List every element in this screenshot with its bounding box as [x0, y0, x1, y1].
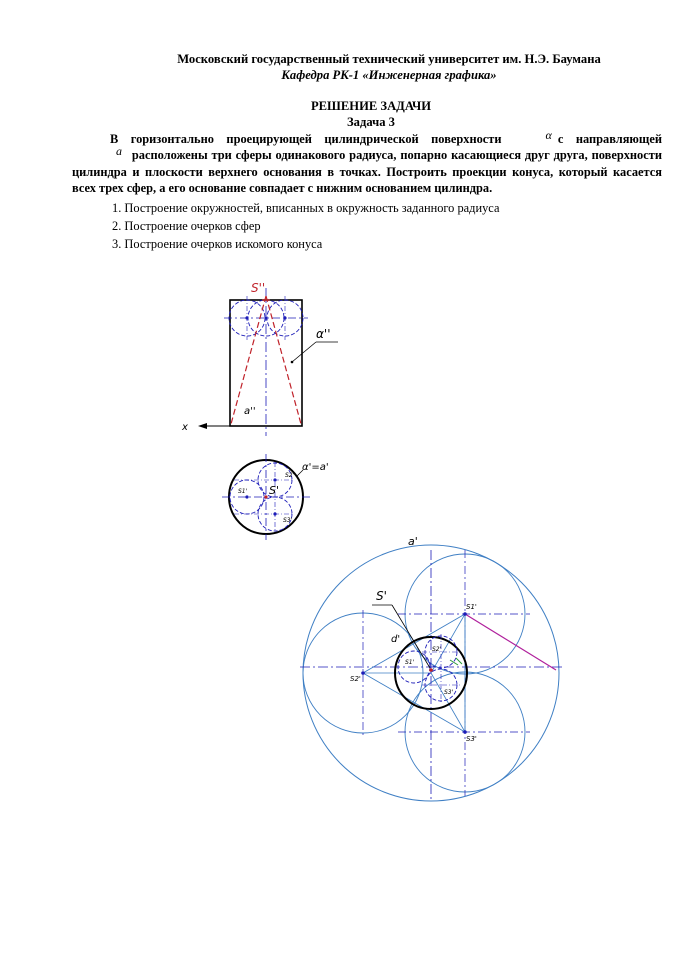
surface-symbol: α	[545, 128, 552, 142]
step-item: 2. Построение очерков сфер	[112, 219, 261, 233]
small-sphere-label: S2'	[432, 646, 442, 653]
circle-label: S2'	[350, 675, 361, 683]
surface-leader	[292, 342, 316, 362]
top-view-large	[300, 535, 562, 801]
sphere-center-point	[273, 512, 276, 515]
guide-symbol: a	[116, 144, 122, 159]
small-sphere-label: S1'	[405, 659, 415, 666]
x-axis-arrow	[198, 423, 207, 429]
circle-center-point	[463, 730, 467, 734]
leader-dot	[291, 361, 294, 364]
task-text-1: В горизонтально проецирующей цилиндрической поверхности	[110, 132, 502, 146]
center-line	[431, 673, 465, 732]
apex-top-point	[264, 495, 267, 498]
apex-front-label: S''	[251, 281, 266, 295]
task-number: Задача 3	[347, 115, 395, 129]
department-name: Кафедра РК-1 «Инженерная графика»	[281, 68, 497, 82]
guide-large-label: a'	[408, 535, 418, 548]
sphere-center-point	[283, 316, 286, 319]
sphere-center-point	[264, 316, 267, 319]
surface-front-label: α''	[316, 327, 331, 341]
circle-center-point	[361, 671, 365, 675]
radius-construction-line	[465, 614, 556, 670]
top-view-small	[222, 454, 329, 540]
apex-large-label: S'	[376, 589, 387, 603]
center-line	[431, 614, 465, 673]
university-name: Московский государственный технический университет им. Н.Э. Баумана	[177, 52, 601, 66]
sphere-top-label: S1'	[238, 488, 248, 495]
sphere-top-label: S3'	[283, 517, 293, 524]
guide-front-label: a''	[244, 406, 256, 417]
step-item: 1. Построение окружностей, вписанных в окружность заданного радиуса	[112, 201, 500, 215]
front-view	[181, 281, 338, 436]
inner-label: d'	[391, 634, 401, 645]
apex-large-point	[429, 668, 433, 672]
circle-center-point	[463, 612, 467, 616]
sphere-center-point	[245, 316, 248, 319]
green-construction	[456, 658, 462, 664]
sphere-center-point	[273, 478, 276, 481]
solution-title: РЕШЕНИЕ ЗАДАЧИ	[310, 99, 432, 113]
sphere-top-label: S2'	[285, 472, 295, 479]
task-text-3: расположены три сферы одинакового радиуса, попарно касающиеся друг друга, поверхности цилиндра и плоскости верхнего основания в точках. Построить проекции конуса, который касается всех трех сфер, а его основание совпадает с нижним основанием цилиндра.	[72, 148, 662, 196]
sphere-center-point	[245, 495, 248, 498]
circle-label: S3'	[466, 735, 477, 743]
small-sphere-label: S3'	[444, 689, 454, 696]
cone-generator-left	[231, 296, 266, 424]
task-text-2: с направляющей	[557, 132, 662, 146]
circle-label: S1'	[466, 603, 477, 611]
small-view-label: α'=a'	[302, 462, 329, 473]
x-axis-label: x	[182, 422, 188, 433]
apex-top-label: S'	[269, 484, 280, 497]
step-item: 3. Построение очерков искомого конуса	[112, 237, 323, 251]
